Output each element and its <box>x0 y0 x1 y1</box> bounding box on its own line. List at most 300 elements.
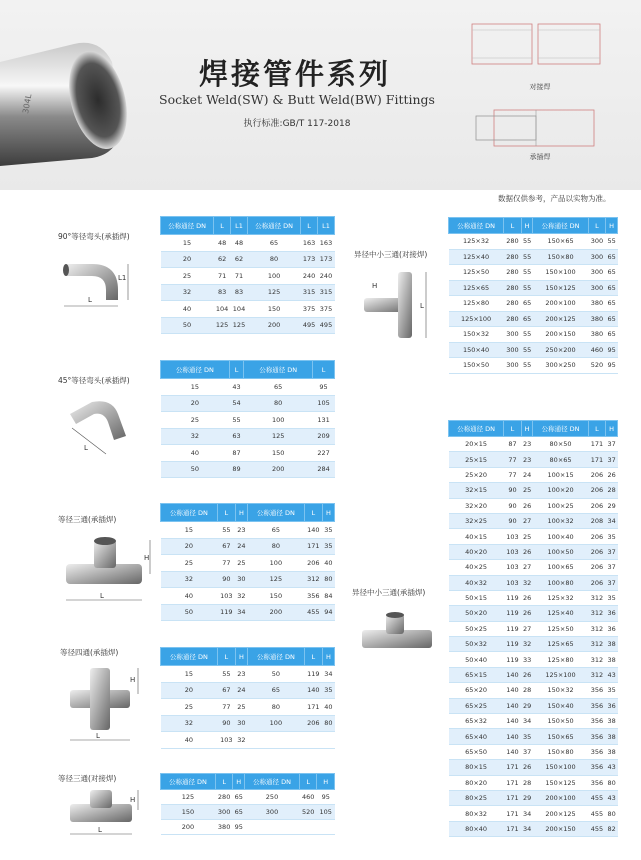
column-header: L <box>504 421 522 437</box>
table-cell: 125 <box>214 317 231 334</box>
table-cell: 26 <box>521 590 533 605</box>
table-cell: 209 <box>313 428 335 445</box>
table-cell: 32 <box>235 732 247 749</box>
table-cell: 24 <box>521 467 533 482</box>
table-cell: 54 <box>229 395 244 412</box>
table-row <box>161 301 335 318</box>
table-cell: 15 <box>161 235 214 252</box>
table-cell: 150×100 <box>533 265 588 281</box>
table-cell: 26 <box>521 498 533 513</box>
table-cell: 200 <box>161 820 216 835</box>
table-row <box>449 744 618 759</box>
table-cell: 25 <box>161 555 218 572</box>
table-row <box>161 790 335 805</box>
table-cell: 380 <box>588 311 606 327</box>
table-cell: 62 <box>214 251 231 268</box>
table-cell: 300 <box>588 234 606 250</box>
table-cell: 20 <box>161 395 230 412</box>
table-cell: 30 <box>235 571 247 588</box>
table-cell: 131 <box>313 412 335 429</box>
table-cell: 34 <box>606 513 618 528</box>
table-cell: 163 <box>301 235 318 252</box>
table-cell: 32 <box>161 571 218 588</box>
table-cell: 55 <box>521 265 533 281</box>
table-cell: 65 <box>606 327 618 343</box>
standard-reference: 执行标准:GB/T 117-2018 <box>243 119 351 129</box>
table-cell: 80 <box>244 395 313 412</box>
table-row <box>161 820 335 835</box>
table-cell: 50×32 <box>449 637 504 652</box>
table-header-row <box>449 421 618 437</box>
table-header-row <box>161 504 335 522</box>
table-cell: 15 <box>161 666 218 683</box>
table-cell: 250 <box>245 790 300 805</box>
column-header: 公称通径 DN <box>245 774 300 790</box>
table-row <box>449 714 618 729</box>
table-cell: 32×20 <box>449 498 504 513</box>
table-row <box>449 437 618 452</box>
table-row <box>449 560 618 575</box>
table-cell: 43 <box>229 379 244 396</box>
table-cell <box>247 732 304 749</box>
column-header: L <box>504 218 522 234</box>
table-row <box>161 395 335 412</box>
dim-l: L <box>84 444 88 452</box>
table-cell: 48 <box>214 235 231 252</box>
table-cell: 63 <box>229 428 244 445</box>
dim-l: L <box>98 826 102 834</box>
table-row <box>161 666 335 683</box>
table-cell: 40 <box>161 732 218 749</box>
table-cell: 100×65 <box>533 560 588 575</box>
dim-h: H <box>130 676 136 684</box>
table-row <box>449 667 618 682</box>
table-cell: 24 <box>235 538 247 555</box>
table-cell: 40 <box>161 301 214 318</box>
table-cell: 140 <box>304 682 322 699</box>
table-cell: 27 <box>521 560 533 575</box>
table-cell: 83 <box>214 284 231 301</box>
dim-l1: L1 <box>118 274 127 282</box>
disclaimer-note: 数据仅供参考，产品以实物为准。 <box>498 194 611 203</box>
table-cell: 312 <box>588 652 606 667</box>
table-cell: 67 <box>217 538 235 555</box>
table-cell: 37 <box>606 575 618 590</box>
column-header: L <box>588 218 606 234</box>
table-cell: 200×150 <box>533 821 588 836</box>
table-cell: 103 <box>217 588 235 605</box>
table-cell: 67 <box>217 682 235 699</box>
cross-socket-table <box>160 647 335 749</box>
table-cell <box>317 820 335 835</box>
table-cell: 125 <box>247 284 300 301</box>
column-header: L <box>229 361 244 379</box>
column-header: H <box>233 774 245 790</box>
table-cell: 356 <box>588 744 606 759</box>
dim-l: L <box>420 302 424 310</box>
table-cell: 55 <box>521 249 533 265</box>
table-cell: 356 <box>588 698 606 713</box>
table-header-row <box>449 218 618 234</box>
table-row <box>449 311 618 327</box>
table-cell: 495 <box>318 317 335 334</box>
table-cell: 80×32 <box>449 806 504 821</box>
column-header: 公称通径 DN <box>533 218 588 234</box>
table-cell: 84 <box>322 588 334 605</box>
socket-weld-label: 承插焊 <box>529 153 551 161</box>
table-cell: 150×80 <box>533 249 588 265</box>
table-cell: 89 <box>229 461 244 478</box>
table-cell: 32 <box>521 637 533 652</box>
table-cell: 300 <box>215 805 233 820</box>
table-cell: 455 <box>588 790 606 805</box>
table-header-row <box>161 648 335 666</box>
table-cell: 65 <box>606 249 618 265</box>
table-cell: 104 <box>214 301 231 318</box>
table-cell: 100 <box>244 412 313 429</box>
table-cell: 29 <box>521 790 533 805</box>
table-cell: 280 <box>504 265 522 281</box>
table-cell: 28 <box>606 483 618 498</box>
table-cell: 171 <box>504 806 522 821</box>
table-cell: 40×32 <box>449 575 504 590</box>
table-cell: 520 <box>588 358 606 374</box>
table-cell: 150×100 <box>533 760 588 775</box>
table-row <box>161 317 335 334</box>
table-cell: 50 <box>161 317 214 334</box>
table-cell: 34 <box>235 604 247 621</box>
table-cell: 34 <box>322 666 334 683</box>
table-cell: 455 <box>304 604 322 621</box>
table-cell: 40×20 <box>449 544 504 559</box>
table-cell: 380 <box>588 296 606 312</box>
dim-h: H <box>372 282 378 290</box>
table-cell: 356 <box>588 760 606 775</box>
table-cell: 140 <box>504 683 522 698</box>
table-cell: 25 <box>161 268 214 285</box>
table-cell: 34 <box>521 821 533 836</box>
butt-weld-label: 对接焊 <box>529 83 551 91</box>
table-cell: 173 <box>318 251 335 268</box>
table-cell: 26 <box>606 467 618 482</box>
table-cell: 29 <box>521 698 533 713</box>
table-cell: 55 <box>606 234 618 250</box>
table-cell: 40 <box>322 699 334 716</box>
table-cell: 206 <box>588 529 606 544</box>
table-cell: 65 <box>244 379 313 396</box>
column-header: H <box>235 504 247 522</box>
table-row <box>449 775 618 790</box>
table-cell: 25 <box>235 699 247 716</box>
table-cell: 105 <box>317 805 335 820</box>
table-row <box>449 652 618 667</box>
table-cell: 171 <box>504 790 522 805</box>
dim-h: H <box>130 796 136 804</box>
table-row <box>449 529 618 544</box>
table-cell: 65 <box>521 311 533 327</box>
column-header: 公称通径 DN <box>533 421 588 437</box>
table-cell: 25 <box>235 555 247 572</box>
table-cell: 50×15 <box>449 590 504 605</box>
table-cell: 312 <box>588 667 606 682</box>
table-cell: 150×40 <box>449 342 504 358</box>
table-cell: 280 <box>504 234 522 250</box>
table-cell: 35 <box>322 538 334 555</box>
table-row <box>449 249 618 265</box>
table-row <box>161 428 335 445</box>
table-cell: 55 <box>521 234 533 250</box>
table-row <box>449 280 618 296</box>
dim-l: L <box>96 732 100 740</box>
table-cell: 80 <box>247 251 300 268</box>
table-row <box>161 284 335 301</box>
table-cell: 36 <box>606 606 618 621</box>
table-row <box>449 760 618 775</box>
column-header: 公称通径 DN <box>247 648 304 666</box>
column-header: H <box>606 218 618 234</box>
elbow45-label: 45°等径弯头(承插焊) <box>58 376 130 385</box>
column-header: L <box>301 217 318 235</box>
table-cell: 300 <box>504 327 522 343</box>
table-cell: 37 <box>606 544 618 559</box>
table-cell: 356 <box>304 588 322 605</box>
table-cell: 40 <box>161 445 230 462</box>
table-cell <box>322 732 334 749</box>
table-cell: 80 <box>322 715 334 732</box>
tee-socket-table <box>160 503 335 621</box>
page-title: 焊接管件系列 <box>198 57 391 91</box>
table-cell: 50 <box>161 461 230 478</box>
table-cell: 27 <box>521 621 533 636</box>
table-cell: 27 <box>521 513 533 528</box>
table-row <box>449 342 618 358</box>
column-header: 公称通径 DN <box>247 504 304 522</box>
table-cell: 55 <box>521 342 533 358</box>
table-cell: 125×40 <box>533 606 588 621</box>
table-cell: 50 <box>161 604 218 621</box>
table-cell: 32 <box>161 715 218 732</box>
table-cell: 65×25 <box>449 698 504 713</box>
elbow45-table <box>160 360 335 478</box>
table-cell: 200×125 <box>533 311 588 327</box>
table-cell <box>245 820 300 835</box>
table-cell: 356 <box>588 729 606 744</box>
table-row <box>449 606 618 621</box>
table-cell: 25 <box>521 483 533 498</box>
dim-l: L <box>88 296 92 304</box>
table-cell: 33 <box>521 652 533 667</box>
table-cell: 65×20 <box>449 683 504 698</box>
table-cell: 200×125 <box>533 806 588 821</box>
table-cell: 35 <box>606 590 618 605</box>
table-cell: 29 <box>606 498 618 513</box>
table-cell: 37 <box>521 744 533 759</box>
table-cell: 38 <box>606 637 618 652</box>
table-cell: 150 <box>244 445 313 462</box>
table-cell: 105 <box>313 395 335 412</box>
table-cell: 38 <box>606 652 618 667</box>
table-row <box>449 544 618 559</box>
table-cell: 140 <box>504 714 522 729</box>
column-header: L <box>299 774 317 790</box>
column-header: L1 <box>318 217 335 235</box>
elbow90-table <box>160 216 335 334</box>
table-cell: 65 <box>247 682 304 699</box>
page-subtitle: Socket Weld(SW) & Butt Weld(BW) Fittings <box>159 92 435 107</box>
table-cell: 50 <box>247 666 304 683</box>
table-cell: 125×50 <box>449 265 504 281</box>
table-cell: 125 <box>231 317 248 334</box>
table-cell: 100×32 <box>533 513 588 528</box>
table-cell: 104 <box>231 301 248 318</box>
table-header-row <box>161 774 335 790</box>
table-row <box>161 235 335 252</box>
elbow90-label: 90°等径弯头(承插焊) <box>58 232 130 241</box>
table-cell: 65 <box>606 311 618 327</box>
table-cell: 280 <box>504 311 522 327</box>
table-cell: 32 <box>235 588 247 605</box>
table-cell: 95 <box>606 358 618 374</box>
table-cell: 455 <box>588 821 606 836</box>
table-cell: 25×15 <box>449 452 504 467</box>
table-cell: 200 <box>247 317 300 334</box>
table-cell: 171 <box>504 821 522 836</box>
table-row <box>449 358 618 374</box>
table-cell: 25 <box>161 699 218 716</box>
table-cell: 125×50 <box>533 621 588 636</box>
table-cell: 77 <box>217 699 235 716</box>
table-cell: 150×125 <box>533 775 588 790</box>
table-cell: 65×32 <box>449 714 504 729</box>
table-cell: 90 <box>504 483 522 498</box>
column-header: 公称通径 DN <box>161 504 218 522</box>
table-cell: 50×20 <box>449 606 504 621</box>
table-cell: 55 <box>229 412 244 429</box>
table-cell: 20 <box>161 682 218 699</box>
table-cell: 100×40 <box>533 529 588 544</box>
table-header-row <box>161 217 335 235</box>
table-cell: 32 <box>521 575 533 590</box>
table-cell: 208 <box>588 513 606 528</box>
table-cell: 240 <box>318 268 335 285</box>
column-header: L1 <box>231 217 248 235</box>
column-header: 公称通径 DN <box>161 361 230 379</box>
table-row <box>161 461 335 478</box>
table-cell: 103 <box>217 732 235 749</box>
table-row <box>449 790 618 805</box>
table-cell: 100×20 <box>533 483 588 498</box>
table-cell: 125×65 <box>533 637 588 652</box>
weld-type-diagram <box>470 14 620 174</box>
table-row <box>161 604 335 621</box>
table-cell: 40 <box>322 555 334 572</box>
table-cell: 90 <box>504 498 522 513</box>
table-cell: 71 <box>231 268 248 285</box>
table-cell: 119 <box>504 606 522 621</box>
table-row <box>161 699 335 716</box>
table-cell: 62 <box>231 251 248 268</box>
table-cell: 95 <box>317 790 335 805</box>
table-cell: 300 <box>504 342 522 358</box>
table-cell: 65×50 <box>449 744 504 759</box>
column-header: L <box>313 361 335 379</box>
table-cell: 125 <box>244 428 313 445</box>
table-cell: 26 <box>521 667 533 682</box>
table-cell: 80 <box>247 538 304 555</box>
table-cell: 34 <box>521 714 533 729</box>
table-cell: 35 <box>521 729 533 744</box>
table-cell: 312 <box>588 606 606 621</box>
elbow45-image <box>62 388 152 458</box>
table-cell: 23 <box>235 522 247 539</box>
table-cell: 171 <box>504 775 522 790</box>
table-cell: 200 <box>247 604 304 621</box>
table-cell: 80×20 <box>449 775 504 790</box>
table-cell: 206 <box>588 560 606 575</box>
table-cell: 38 <box>606 714 618 729</box>
table-cell: 25 <box>521 529 533 544</box>
table-cell: 280 <box>504 249 522 265</box>
table-cell: 150×50 <box>449 358 504 374</box>
table-cell: 300 <box>588 280 606 296</box>
table-cell: 356 <box>588 683 606 698</box>
table-cell: 50×40 <box>449 652 504 667</box>
table-cell: 100×50 <box>533 544 588 559</box>
table-cell: 173 <box>301 251 318 268</box>
tee-butt-table <box>160 773 335 835</box>
column-header: 公称通径 DN <box>161 648 218 666</box>
table-header-row <box>161 361 335 379</box>
column-header: 公称通径 DN <box>161 217 214 235</box>
table-cell: 150×125 <box>533 280 588 296</box>
table-cell: 23 <box>521 437 533 452</box>
table-cell: 103 <box>504 575 522 590</box>
table-cell: 87 <box>504 437 522 452</box>
reducing-tee-butt-image <box>356 264 442 344</box>
table-cell: 90 <box>217 715 235 732</box>
table-cell: 100 <box>247 715 304 732</box>
table-cell: 50×25 <box>449 621 504 636</box>
table-cell: 15 <box>161 379 230 396</box>
table-cell: 37 <box>606 452 618 467</box>
table-row <box>161 732 335 749</box>
table-cell: 80×65 <box>533 452 588 467</box>
table-row <box>161 251 335 268</box>
column-header: H <box>322 648 334 666</box>
table-cell: 150×65 <box>533 729 588 744</box>
table-cell: 312 <box>588 637 606 652</box>
table-row <box>449 621 618 636</box>
table-cell: 80×15 <box>449 760 504 775</box>
column-header: L <box>217 504 235 522</box>
table-cell: 38 <box>606 744 618 759</box>
table-cell: 100 <box>247 268 300 285</box>
table-cell: 171 <box>588 437 606 452</box>
table-cell: 460 <box>588 342 606 358</box>
table-cell: 200×100 <box>533 296 588 312</box>
table-cell: 71 <box>214 268 231 285</box>
dim-h: H <box>144 554 150 562</box>
table-cell: 150×40 <box>533 698 588 713</box>
table-cell: 300 <box>504 358 522 374</box>
table-cell: 32 <box>161 428 230 445</box>
tee-socket-label: 等径三通(承插焊) <box>58 515 117 524</box>
table-row <box>161 571 335 588</box>
table-cell: 36 <box>606 698 618 713</box>
table-row <box>161 268 335 285</box>
table-cell: 125×32 <box>533 590 588 605</box>
table-cell: 150×50 <box>533 714 588 729</box>
